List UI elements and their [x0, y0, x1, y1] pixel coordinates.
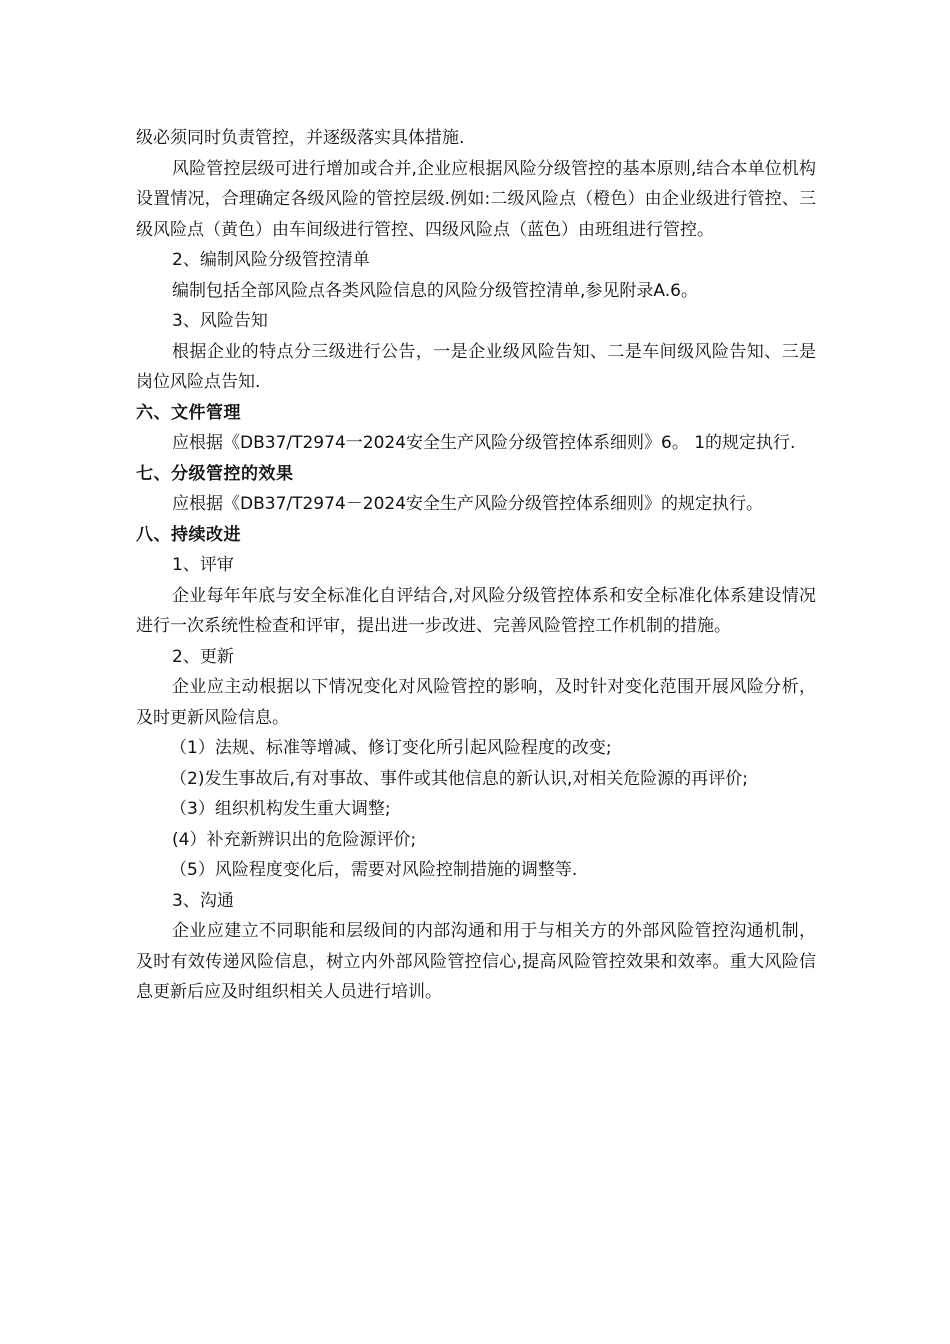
list-item-1: （1）法规、标准等增减、修订变化所引起风险程度的改变; [170, 738, 612, 758]
paragraph-control-levels: 风险管控层级可进行增加或合并,企业应根据风险分级管控的基本原则,结合本单位机构设置情况，合理确定各级风险的管控层级.例如:二级风险点（橙色）由企业级进行管控、三级风险点（黄色）由车间级进行管控、四级风险点（蓝色）由班组进行管控。 [136, 158, 816, 240]
section-heading-continuous-improvement: 八、持续改进 [136, 524, 241, 545]
paragraph-control-effect: 应根据《DB37/T2974－2024安全生产风险分级管控体系细则》的规定执行。 [172, 494, 764, 514]
paragraph-risk-notice: 根据企业的特点分三级进行公告，一是企业级风险告知、二是车间级风险告知、三是岗位风险点告知. [136, 341, 816, 392]
paragraph-compile-list: 编制包括全部风险点各类风险信息的风险分级管控清单,参见附录A.6。 [172, 280, 698, 301]
list-item-3: （3）组织机构发生重大调整; [170, 799, 391, 819]
paragraph-update: 企业应主动根据以下情况变化对风险管控的影响，及时针对变化范围开展风险分析，及时更新风险信息。 [136, 677, 816, 728]
list-item-4: (4）补充新辨识出的危险源评价; [172, 829, 417, 850]
section-heading-file-management: 六、文件管理 [136, 402, 241, 423]
paragraph-file-management: 应根据《DB37/T2974一2024安全生产风险分级管控体系细则》6。 1的规定执行. [172, 433, 796, 453]
paragraph-communication: 企业应建立不同职能和层级间的内部沟通和用于与相关方的外部风险管控沟通机制，及时有效传递风险信息，树立内外部风险管控信心,提高风险管控效果和效率。重大风险信息更新后应及时组织相关人员进行培训。 [136, 921, 816, 1002]
list-item-5: （5）风险程度变化后，需要对风险控制措施的调整等. [170, 860, 578, 880]
paragraph-continuation: 级必须同时负责管控，并逐级落实具体措施. [136, 128, 465, 148]
section-heading-control-effect: 七、分级管控的效果 [136, 463, 294, 484]
list-item-2: （2)发生事故后,有对事故、事件或其他信息的新认识,对相关危险源的再评价; [170, 768, 748, 789]
subheading-compile-list: 2、编制风险分级管控清单 [172, 250, 370, 270]
subheading-communication: 3、沟通 [172, 890, 234, 911]
subheading-risk-notice: 3、风险告知 [172, 311, 268, 331]
subheading-review: 1、评审 [172, 555, 234, 575]
subheading-update: 2、更新 [172, 646, 234, 667]
document-page [136, 123, 816, 1008]
paragraph-review: 企业每年年底与安全标准化自评结合,对风险分级管控体系和安全标准化体系建设情况进行一次系统性检查和评审，提出进一步改进、完善风险管控工作机制的措施。 [136, 585, 816, 636]
